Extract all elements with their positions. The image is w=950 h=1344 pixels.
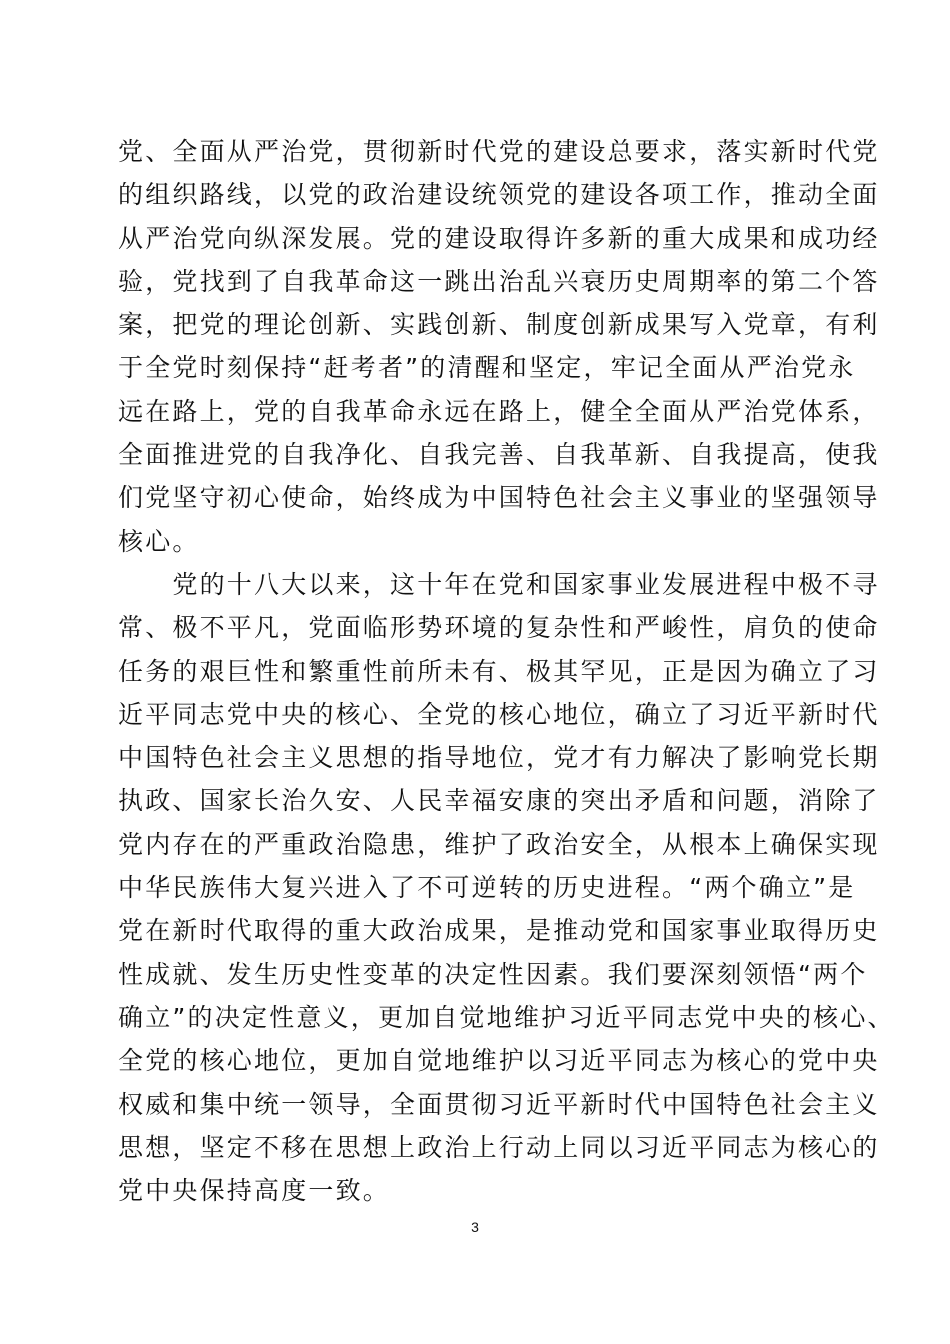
body-text [118, 130, 895, 1212]
text-line: 常、极不平凡，党面临形势环境的复杂性和严峻性，肩负的使命 [118, 613, 880, 643]
text-line: 的组织路线，以党的政治建设统领党的建设各项工作，推动全面 [118, 180, 880, 210]
text-line: 执政、国家长治久安、人民幸福安康的突出矛盾和问题，消除了 [118, 786, 880, 816]
text-line: 性成就、发生历史性变革的决定性因素。我们要深刻领悟“两个 [118, 959, 868, 989]
text-line: 远在路上，党的自我革命永远在路上，健全全面从严治党体系， [118, 396, 880, 426]
text-line: 权威和集中统一领导，全面贯彻习近平新时代中国特色社会主义 [118, 1089, 880, 1119]
text-line: 党内存在的严重政治隐患，维护了政治安全，从根本上确保实现 [118, 829, 880, 859]
text-line: 党中央保持高度一致。 [118, 1176, 391, 1206]
text-line: 党的十八大以来，这十年在党和国家事业发展进程中极不寻 [118, 569, 880, 599]
text-line: 确立”的决定性意义，更加自觉地维护习近平同志党中央的核心、 [118, 1002, 895, 1032]
text-line: 于全党时刻保持“赶考者”的清醒和坚定，牢记全面从严治党永 [118, 353, 856, 383]
text-line: 党、全面从严治党，贯彻新时代党的建设总要求，落实新时代党 [118, 137, 880, 166]
text-line: 任务的艰巨性和繁重性前所未有、极其罕见，正是因为确立了习 [118, 656, 880, 686]
text-line: 全面推进党的自我净化、自我完善、自我革新、自我提高，使我 [118, 440, 880, 470]
text-line: 近平同志党中央的核心、全党的核心地位，确立了习近平新时代 [118, 699, 880, 729]
page-number: 3 [471, 1219, 479, 1235]
text-line: 中华民族伟大复兴进入了不可逆转的历史进程。“两个确立”是 [118, 873, 856, 903]
text-line: 案，把党的理论创新、实践创新、制度创新成果写入党章，有利 [118, 310, 880, 340]
text-line: 思想，坚定不移在思想上政治上行动上同以习近平同志为核心的 [118, 1132, 880, 1162]
text-line: 全党的核心地位，更加自觉地维护以习近平同志为核心的党中央 [118, 1046, 880, 1076]
text-line: 党在新时代取得的重大政治成果，是推动党和国家事业取得历史 [118, 916, 880, 946]
text-line: 们党坚守初心使命，始终成为中国特色社会主义事业的坚强领导 [118, 483, 880, 513]
text-line: 中国特色社会主义思想的指导地位，党才有力解决了影响党长期 [118, 743, 880, 773]
text-line: 核心。 [118, 526, 200, 556]
text-line: 从严治党向纵深发展。党的建设取得许多新的重大成果和成功经 [118, 223, 880, 253]
text-line: 验，党找到了自我革命这一跳出治乱兴衰历史周期率的第二个答 [118, 266, 880, 296]
